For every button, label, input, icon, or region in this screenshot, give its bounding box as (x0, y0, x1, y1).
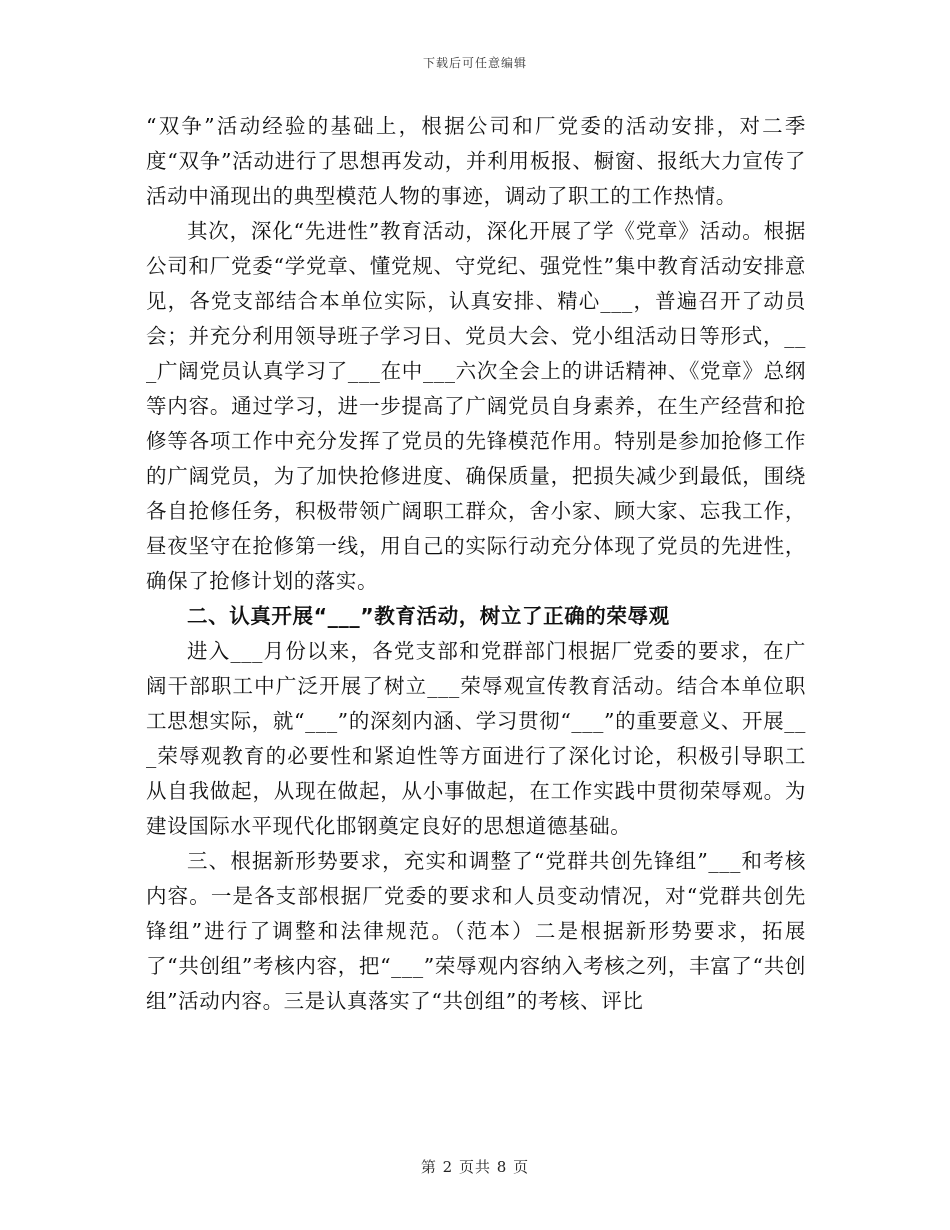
page-number-footer: 第 2 页共 8 页 (420, 1158, 530, 1176)
section-heading-2: 二、认真开展“___”教育活动，树立了正确的荣辱观 (187, 604, 670, 628)
document-body (146, 109, 806, 1019)
paragraph-2: 其次，深化“先进性”教育活动，深化开展了学《党章》活动。根据公司和厂党委“学党章、懂党规、守党纪、强党性”集中教育活动安排意见，各党支部结合本单位实际，认真安排、精心___，普遍召开了动员会；并充分利用领导班子学习日、党员大会、党小组活动日等形式，___广阔党员认真学习了___在中___六次全会上的讲话精神、《党章》总纲等内容。通过学习，进一步提高了广阔党员自身素养，在生产经营和抢修等各项工作中充分发挥了党员的先锋模范作用。特别是参加抢修工作的广阔党员，为了加快抢修进度、确保质量，把损失减少到最低，围绕各自抢修任务，积极带领广阔职工群众，舍小家、顾大家、忘我工作，昼夜坚守在抢修第一线，用自己的实际行动充分体现了党员的先进性，确保了抢修计划的落实。 (146, 219, 806, 593)
paragraph-1: “双争”活动经验的基础上，根据公司和厂党委的活动安排，对二季度“双争”活动进行了思想再发动，并利用板报、橱窗、报纸大力宣传了活动中涌现出的典型模范人物的事迹，调动了职工的工作热情。 (146, 114, 806, 208)
header-note: 下载后可任意编辑 (422, 56, 527, 70)
paragraph-4: 三、根据新形势要求，充实和调整了“党群共创先锋组”___和考核内容。一是各支部根据厂党委的要求和人员变动情况，对“党群共创先锋组”进行了调整和法律规范。（范本）二是根据新形势要求，拓展了“共创组”考核内容，把“___”荣辱观内容纳入考核之列，丰富了“共创组”活动内容。三是认真落实了“共创组”的考核、评比 (146, 849, 806, 1013)
paragraph-3: 进入___月份以来，各党支部和党群部门根据厂党委的要求，在广阔干部职工中广泛开展了树立___荣辱观宣传教育活动。结合本单位职工思想实际，就“___”的深刻内涵、学习贯彻“___”的重要意义、开展___荣辱观教育的必要性和紧迫性等方面进行了深化讨论，积极引导职工从自我做起，从现在做起，从小事做起，在工作实践中贯彻荣辱观。为建设国际水平现代化邯钢奠定良好的思想道德基础。 (146, 639, 806, 838)
